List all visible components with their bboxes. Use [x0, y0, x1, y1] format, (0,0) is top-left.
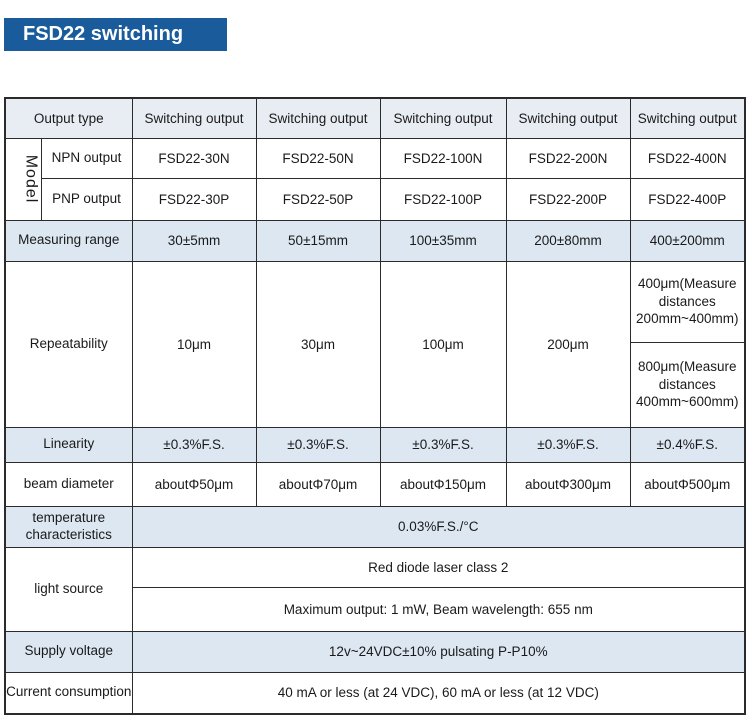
current-consumption-row — [5, 672, 745, 714]
beam-diameter-2: aboutΦ70μm — [256, 462, 380, 506]
light-source-row — [5, 547, 745, 587]
page-title: FSD22 switching type — [23, 23, 184, 78]
repeatability-label: Repeatability — [5, 261, 132, 427]
npn-row — [5, 138, 745, 178]
beam-diameter-5: aboutΦ500μm — [630, 462, 745, 506]
beam-diameter-1: aboutΦ50μm — [132, 462, 256, 506]
repeatability-3: 100μm — [380, 261, 506, 427]
current-consumption-label: Current consumption — [5, 672, 132, 714]
beam-diameter-label: beam diameter — [5, 462, 132, 506]
temperature-value: 0.03%F.S./°C — [132, 506, 745, 547]
repeatability-4: 200μm — [506, 261, 630, 427]
model-label-cell — [5, 138, 41, 220]
supply-voltage-row — [5, 631, 745, 672]
linearity-2: ±0.3%F.S. — [256, 427, 380, 462]
linearity-label: Linearity — [5, 427, 132, 462]
model-pnp-2: FSD22-50P — [256, 178, 380, 220]
header-output-type: Output type — [5, 98, 132, 138]
header-switching-output-3: Switching output — [380, 98, 506, 138]
model-pnp-1: FSD22-30P — [132, 178, 256, 220]
model-pnp-4: FSD22-200P — [506, 178, 630, 220]
pnp-output-label: PNP output — [41, 178, 132, 220]
linearity-row — [5, 427, 745, 462]
header-row — [5, 98, 745, 138]
model-label: Model — [22, 154, 40, 204]
supply-voltage-label: Supply voltage — [5, 631, 132, 672]
temperature-row — [5, 506, 745, 547]
npn-output-label: NPN output — [41, 138, 132, 178]
measuring-range-5: 400±200mm — [630, 220, 745, 261]
light-source-line2: Maximum output: 1 mW, Beam wavelength: 655 nm — [132, 587, 745, 631]
linearity-5: ±0.4%F.S. — [630, 427, 745, 462]
measuring-range-1: 30±5mm — [132, 220, 256, 261]
repeatability-5-bottom: 800μm(Measure distances 400mm~600mm) — [630, 342, 745, 427]
current-consumption-value: 40 mA or less (at 24 VDC), 60 mA or less (at 12 VDC) — [132, 672, 745, 714]
header-switching-output-1: Switching output — [132, 98, 256, 138]
beam-diameter-4: aboutΦ300μm — [506, 462, 630, 506]
supply-voltage-value: 12v~24VDC±10% pulsating P-P10% — [132, 631, 745, 672]
model-npn-1: FSD22-30N — [132, 138, 256, 178]
repeatability-1: 10μm — [132, 261, 256, 427]
model-pnp-5: FSD22-400P — [630, 178, 745, 220]
header-switching-output-2: Switching output — [256, 98, 380, 138]
measuring-range-2: 50±15mm — [256, 220, 380, 261]
header-switching-output-5: Switching output — [630, 98, 745, 138]
model-npn-5: FSD22-400N — [630, 138, 745, 178]
header-switching-output-4: Switching output — [506, 98, 630, 138]
light-source-label: light source — [5, 547, 132, 631]
model-npn-2: FSD22-50N — [256, 138, 380, 178]
measuring-range-label: Measuring range — [5, 220, 132, 261]
measuring-range-3: 100±35mm — [380, 220, 506, 261]
model-npn-4: FSD22-200N — [506, 138, 630, 178]
linearity-4: ±0.3%F.S. — [506, 427, 630, 462]
temperature-label: temperature characteristics — [5, 506, 132, 547]
model-npn-3: FSD22-100N — [380, 138, 506, 178]
beam-diameter-row — [5, 462, 745, 506]
light-source-line1: Red diode laser class 2 — [132, 547, 745, 587]
linearity-1: ±0.3%F.S. — [132, 427, 256, 462]
pnp-row — [5, 178, 745, 220]
measuring-range-4: 200±80mm — [506, 220, 630, 261]
model-pnp-3: FSD22-100P — [380, 178, 506, 220]
spec-table — [4, 97, 746, 715]
beam-diameter-3: aboutΦ150μm — [380, 462, 506, 506]
repeatability-2: 30μm — [256, 261, 380, 427]
measuring-range-row — [5, 220, 745, 261]
repeatability-row — [5, 261, 745, 342]
repeatability-5-top: 400μm(Measure distances 200mm~400mm) — [630, 261, 745, 342]
linearity-3: ±0.3%F.S. — [380, 427, 506, 462]
page-title-banner — [4, 18, 227, 78]
